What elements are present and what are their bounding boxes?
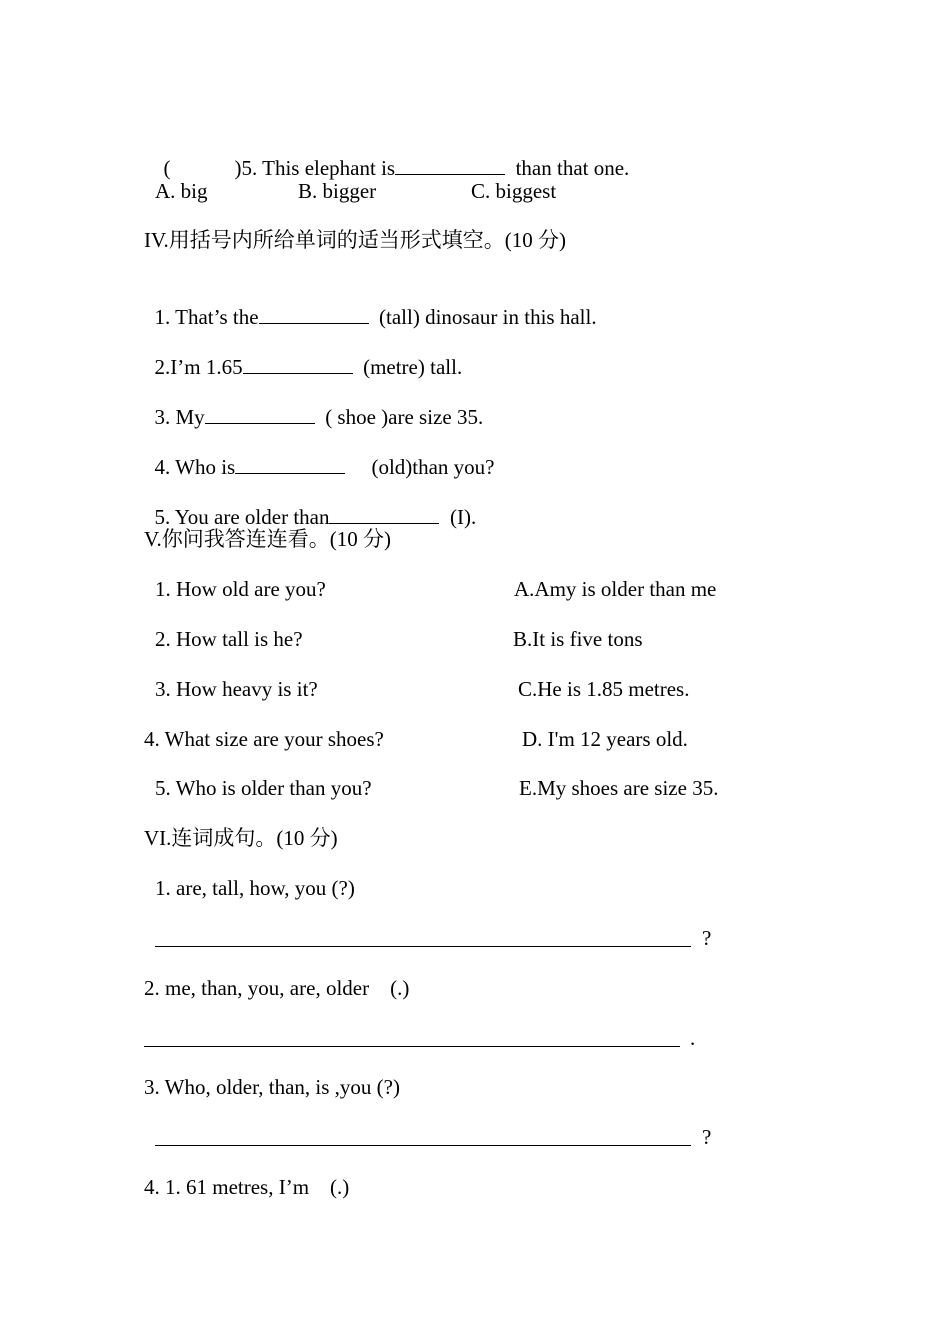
answer-blank[interactable] [329,503,439,524]
sentence-prompt-1: 1. are, tall, how, you (?) [155,876,355,900]
fill-item-prefix: 4. Who is [154,455,236,479]
answer-blank[interactable] [395,154,505,175]
match-answer: E.My shoes are size 35. [519,776,719,800]
option-b: B. bigger [298,179,377,203]
question-5-text: )5. This elephant is [234,156,396,180]
fill-item-hint: ( shoe )are size 35. [325,405,484,429]
match-question: 2. How tall is he? [155,627,303,651]
fill-item-1 [144,277,597,330]
answer-line-1[interactable] [155,946,691,947]
match-question: 1. How old are you? [155,577,326,601]
fill-item-3 [144,377,483,430]
answer-paren-open: ( [163,156,171,180]
fill-item-2 [144,327,462,380]
match-question: 5. Who is older than you? [155,776,372,800]
answer-blank[interactable] [235,453,345,474]
sentence-prompt-4: 4. 1. 61 metres, I’m (.) [144,1175,350,1199]
fill-item-5 [144,477,476,530]
match-answer: D. I'm 12 years old. [522,727,688,751]
answer-end-mark: ? [702,1125,712,1149]
fill-item-prefix: 3. My [154,405,205,429]
match-answer: A.Amy is older than me [514,577,717,601]
option-a: A. big [155,179,208,203]
fill-item-prefix: 1. That’s the [154,305,259,329]
answer-end-mark: ? [702,926,712,950]
answer-line-3[interactable] [155,1145,691,1146]
question-5-tail: than that one. [515,156,630,180]
match-answer: C.He is 1.85 metres. [518,677,690,701]
answer-blank[interactable] [205,403,315,424]
answer-line-2[interactable] [144,1046,680,1047]
section-5-title: V.你问我答连连看。(10 分) [144,527,391,551]
fill-item-hint: (I). [449,505,477,529]
question-5 [153,128,629,181]
match-answer: B.It is five tons [513,627,643,651]
option-c: C. biggest [471,179,557,203]
section-4-title: IV.用括号内所给单词的适当形式填空。(10 分) [144,228,566,252]
match-question: 3. How heavy is it? [155,677,318,701]
fill-item-hint: (tall) dinosaur in this hall. [379,305,597,329]
answer-blank[interactable] [259,303,369,324]
fill-item-4 [144,427,495,480]
answer-end-mark: . [690,1026,696,1050]
section-6-title: VI.连词成句。(10 分) [144,826,338,850]
answer-blank[interactable] [243,353,353,374]
fill-item-prefix: 5. You are older than [154,505,330,529]
fill-item-hint: (metre) tall. [363,355,463,379]
fill-item-prefix: 2.I’m 1.65 [154,355,243,379]
sentence-prompt-3: 3. Who, older, than, is ,you (?) [144,1075,400,1099]
sentence-prompt-2: 2. me, than, you, are, older (.) [144,976,410,1000]
match-question: 4. What size are your shoes? [144,727,384,751]
fill-item-hint: (old)than you? [371,455,495,479]
